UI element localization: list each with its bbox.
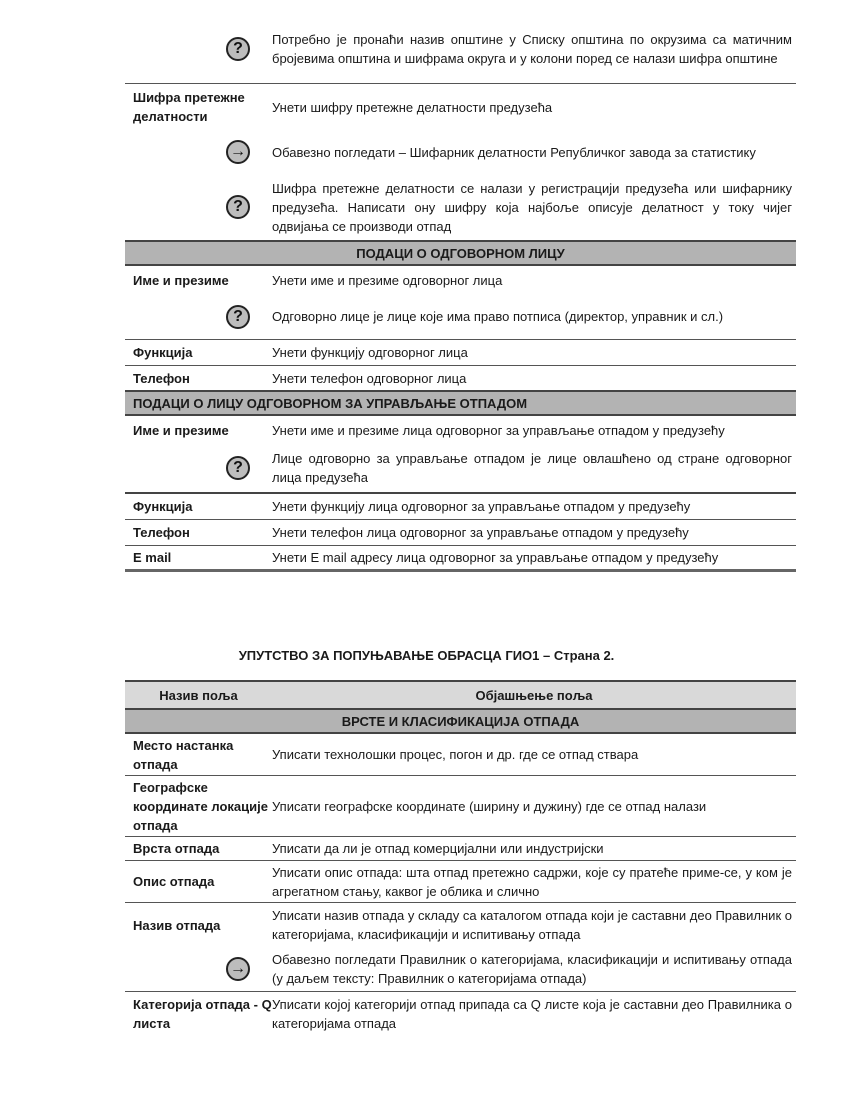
section-header: ПОДАЦИ О ОДГОВОРНОМ ЛИЦУ: [125, 240, 796, 266]
hint-row: [125, 444, 796, 494]
hint-row: [125, 14, 796, 84]
field-row: [125, 837, 796, 861]
field-row: [125, 903, 796, 947]
field-description: Уписати назив отпада у складу са каталогом отпада који је саставни део Правилник о категоријама, класификацији и испитивању отпада: [272, 908, 792, 942]
table-header: [125, 680, 796, 708]
field-description: Уписати технолошки процес, погон и др. где се отпад ствара: [272, 747, 639, 762]
field-label: Функција: [133, 499, 193, 514]
hint-row: [125, 294, 796, 340]
field-row: [125, 416, 796, 444]
field-description: Унети име и презиме лица одговорног за управљање отпадом у предузећу: [272, 422, 725, 438]
field-description: Уписати опис отпада: шта отпад претежно садржи, које су пратеће приме-се, у ком је агрегатном стању, каквог је облика и слично: [272, 864, 792, 899]
hint-text: Обавезно погледати Правилник о категоријама, класификацији и испитивању отпада (у даљем тексту: Правилник о категоријама отпада): [272, 952, 792, 986]
field-description: Унети функцију одговорног лица: [272, 345, 468, 360]
question-icon: ?: [226, 305, 250, 329]
field-label: Функција: [133, 345, 193, 360]
field-label: Шифра претежне делатности: [133, 90, 245, 124]
question-icon: ?: [226, 456, 250, 480]
field-row: [125, 546, 796, 572]
field-row: [125, 494, 796, 520]
hint-text: Потребно је пронаћи назив општине у Списку општина по окрузима са матичним бројевима општина и шифрама округа и у колони поред се налази шифра општине: [272, 31, 792, 66]
column-header-field-name: Назив поља: [159, 687, 238, 703]
field-row: [125, 861, 796, 903]
field-row: [125, 340, 796, 366]
field-description: Унети име и презиме одговорног лица: [272, 272, 503, 288]
field-label: E mail: [133, 550, 172, 565]
hint-row: [125, 947, 796, 992]
field-row: [125, 366, 796, 390]
arrow-right-icon: →: [226, 140, 250, 164]
hint-row: [125, 174, 796, 240]
question-icon: ?: [226, 195, 250, 219]
hint-text: Лице одговорно за управљање отпадом је лице овлашћено од стране одговорног лица предузећа: [272, 451, 792, 485]
field-description: Унети функцију лица одговорног за управљање отпадом у предузећу: [272, 499, 691, 514]
arrow-right-icon: →: [226, 957, 250, 981]
field-label: Телефон: [133, 370, 190, 386]
field-label: Телефон: [133, 525, 190, 540]
field-label: Име и презиме: [133, 272, 229, 288]
field-label: Место настанка отпада: [133, 737, 234, 772]
field-description: Уписати да ли је отпад комерцијални или индустријски: [272, 841, 604, 856]
instructions-table-page2: [125, 680, 796, 1036]
section-header: ПОДАЦИ О ЛИЦУ ОДГОВОРНОМ ЗА УПРАВЉАЊЕ ОТПАДОМ: [125, 390, 796, 416]
field-description: Уписати географске координате (ширину и дужину) где се отпад налази: [272, 798, 707, 814]
field-description: Унети E mail адресу лица одговорног за управљање отпадом у предузећу: [272, 550, 719, 565]
hint-text: Шифра претежне делатности се налази у регистрацији предузећа или шифарнику предузећа. Написати ону шифру која најбоље описује делатност у току чијег одвијања се производи отпад: [272, 180, 792, 234]
hint-row: [125, 130, 796, 174]
field-row: [125, 734, 796, 776]
field-label: Географске координате локације отпада: [133, 779, 268, 833]
field-row: [125, 266, 796, 294]
field-description: Унети телефон одговорног лица: [272, 370, 467, 386]
field-description: Унети телефон лица одговорног за управљање отпадом у предузећу: [272, 525, 689, 540]
field-row: [125, 520, 796, 546]
field-description: Унети шифру претежне делатности предузећа: [272, 99, 553, 115]
field-row: [125, 776, 796, 837]
field-label: Опис отпада: [133, 874, 215, 889]
question-icon: ?: [226, 37, 250, 61]
field-row: [125, 992, 796, 1036]
field-label: Категорија отпада - Q листа: [133, 997, 272, 1031]
field-row: [125, 84, 796, 130]
field-label: Врста отпада: [133, 841, 220, 856]
hint-text: Одговорно лице је лице које има право потписа (директор, управник и сл.): [272, 309, 724, 324]
instructions-table-page1: [125, 14, 796, 572]
hint-text: Обавезно погледати – Шифарник делатности Републичког завода за статистику: [272, 144, 756, 160]
field-label: Име и презиме: [133, 422, 229, 438]
page-title: УПУТСТВО ЗА ПОПУЊАВАЊЕ ОБРАСЦА ГИО1 – Страна 2.: [238, 648, 615, 663]
column-header-field-explanation: Објашњење поља: [475, 687, 593, 703]
field-label: Назив отпада: [133, 917, 221, 933]
section-header: ВРСТЕ И КЛАСИФИКАЦИЈА ОТПАДА: [125, 708, 796, 734]
field-description: Уписати којој категорији отпад припада са Q листе која је саставни део Правилника о категоријама отпада: [272, 997, 792, 1031]
